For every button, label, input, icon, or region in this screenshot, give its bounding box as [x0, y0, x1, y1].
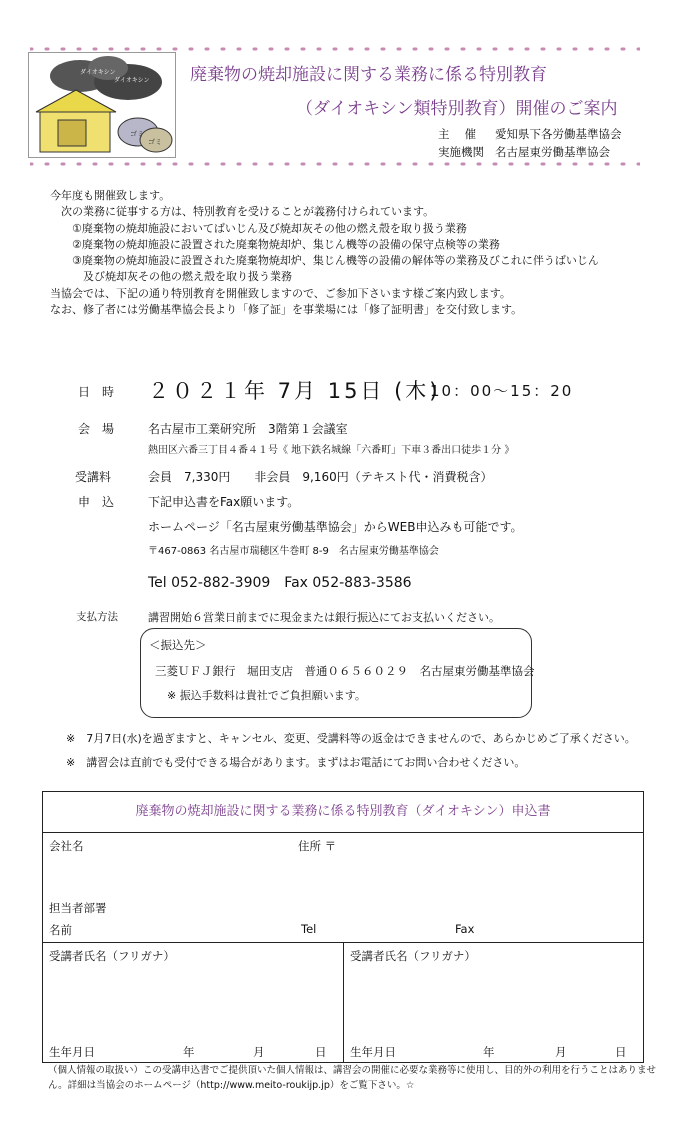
intro-line: 及び焼却灰その他の燃え殻を取り扱う業務	[50, 270, 292, 284]
intro-line: ①廃棄物の焼却施設においてばいじん及び焼却灰その他の燃え殻を取り扱う業務	[50, 221, 467, 235]
illustration-label-2: ダイオキシン	[114, 77, 150, 84]
intro-line: ②廃棄物の焼却施設に設置された廃棄物焼却炉、集じん機等の設備の保守点検等の業務	[50, 237, 500, 251]
dioxin-illustration	[28, 52, 176, 158]
fee-value: 会員 7,330円 非会員 9,160円（テキスト代・消費税含）	[148, 470, 493, 484]
birth-month-label: 月	[555, 1045, 567, 1059]
form-column-divider	[343, 942, 344, 1062]
apply-line-2[interactable]: ホームページ「名古屋東労働基準協会」からWEB申込みも可能です。	[148, 520, 523, 534]
venue-value: 名古屋市工業研究所 3階第１会議室	[148, 422, 348, 436]
intro-text	[50, 188, 599, 318]
intro-line: 次の業務に従事する方は、特別教育を受けることが義務付けられています。	[50, 205, 435, 219]
bank-note: ※ 振込手数料は貴社でご負担願います。	[167, 689, 366, 702]
host-label: 主 催	[438, 127, 477, 141]
bank-account: 三菱ＵＦＪ銀行 堀田支店 普通０６５６０２９ 名古屋東労働基準協会	[155, 664, 535, 678]
tel-field[interactable]: Tel	[301, 922, 317, 936]
intro-line: ③廃棄物の焼却施設に設置された廃棄物焼却炉、集じん機等の設備の解体等の業務及びこれに伴うばいじん	[50, 254, 599, 268]
time-value: 10：00～15：20	[430, 382, 574, 400]
illustration-label-1: ダイオキシン	[80, 69, 116, 76]
title-line-2: （ダイオキシン類特別教育）開催のご案内	[296, 99, 618, 119]
date-value: ２０２１年 7月 15日 (木)	[148, 379, 441, 403]
birth-year-label: 年	[183, 1045, 195, 1059]
bank-heading: ＜振込先＞	[149, 638, 207, 652]
illustration-label-4: ゴミ	[148, 138, 162, 146]
apply-line-1: 下記申込書をFax願います。	[148, 495, 300, 509]
trainee-2-name-field[interactable]: 受講者氏名（フリガナ）	[350, 949, 476, 963]
fax-field[interactable]: Fax	[455, 922, 475, 936]
illustration-label-3: ゴミ	[130, 130, 144, 138]
venue-label: 会 場	[78, 422, 115, 436]
venue-address: 熱田区六番三丁目４番４１号《 地下鉄名城線「六番町」下車３番出口徒歩１分 》	[148, 445, 515, 456]
form-title: 廃棄物の焼却施設に関する業務に係る特別教育（ダイオキシン）申込書	[43, 792, 643, 833]
date-label: 日 時	[78, 385, 115, 399]
intro-line: 当協会では、下記の通り特別教育を開催致しますので、ご参加下さいます様ご案内致します。	[50, 286, 511, 300]
same-day-note: ※ 講習会は直前でも受付できる場合があります。まずはお電話にてお問い合わせください。	[66, 756, 526, 769]
department-field[interactable]: 担当者部署	[49, 901, 107, 915]
footnote-line: （個人情報の取扱い）この受講申込書でご提供頂いた個人情報は、講習会の開催に必要な業務等に使用し、目的外の利用を行うことはありませ	[48, 1065, 657, 1076]
intro-line: なお、修了者には労働基準協会長より「修了証」を事業場には「修了証明書」を交付致します。	[50, 303, 523, 317]
company-field[interactable]: 会社名	[49, 839, 84, 853]
fee-label: 受講料	[75, 470, 112, 484]
birth-day-label: 日	[315, 1045, 327, 1059]
application-form	[42, 791, 644, 1063]
apply-label: 申 込	[78, 495, 115, 509]
payment-label: 支払方法	[76, 611, 118, 623]
host-value: 愛知県下各労働基準協会	[495, 127, 622, 141]
trainee-1-name-field[interactable]: 受講者氏名（フリガナ）	[49, 949, 175, 963]
bank-transfer-box	[140, 628, 535, 718]
birth-month-label: 月	[253, 1045, 265, 1059]
name-field[interactable]: 名前	[49, 923, 72, 937]
birth-year-label: 年	[483, 1045, 495, 1059]
impl-value: 名古屋東労働基準協会	[495, 145, 610, 159]
address-field[interactable]: 住所 〒	[298, 839, 337, 853]
title-line-1: 廃棄物の焼却施設に関する業務に係る特別教育	[190, 65, 547, 85]
contact-numbers: Tel 052-882-3909 Fax 052-883-3586	[148, 575, 412, 591]
trainee-2-birth-field[interactable]: 生年月日	[350, 1045, 396, 1059]
payment-value: 講習開始６営業日前までに現金または銀行振込にてお支払いください。	[148, 611, 500, 624]
apply-address: 〒467-0863 名古屋市瑞穂区牛巻町 8-9 名古屋東労働基準協会	[148, 546, 439, 557]
cancellation-note: ※ 7月7日(水)を過ぎますと、キャンセル、変更、受講料等の返金はできませんので、あらかじめご了承ください。	[66, 732, 636, 745]
privacy-footnote	[48, 1063, 657, 1093]
trainee-1-birth-field[interactable]: 生年月日	[49, 1045, 95, 1059]
impl-label: 実施機関	[438, 145, 484, 159]
birth-day-label: 日	[615, 1045, 627, 1059]
footnote-line: ん。詳細は当協会のホームページ（http://www.meito-roukijp.jp）をご覧下さい。☆	[48, 1080, 415, 1091]
intro-line: 今年度も開催致します。	[50, 189, 171, 202]
bottom-dotted-divider	[30, 159, 640, 169]
